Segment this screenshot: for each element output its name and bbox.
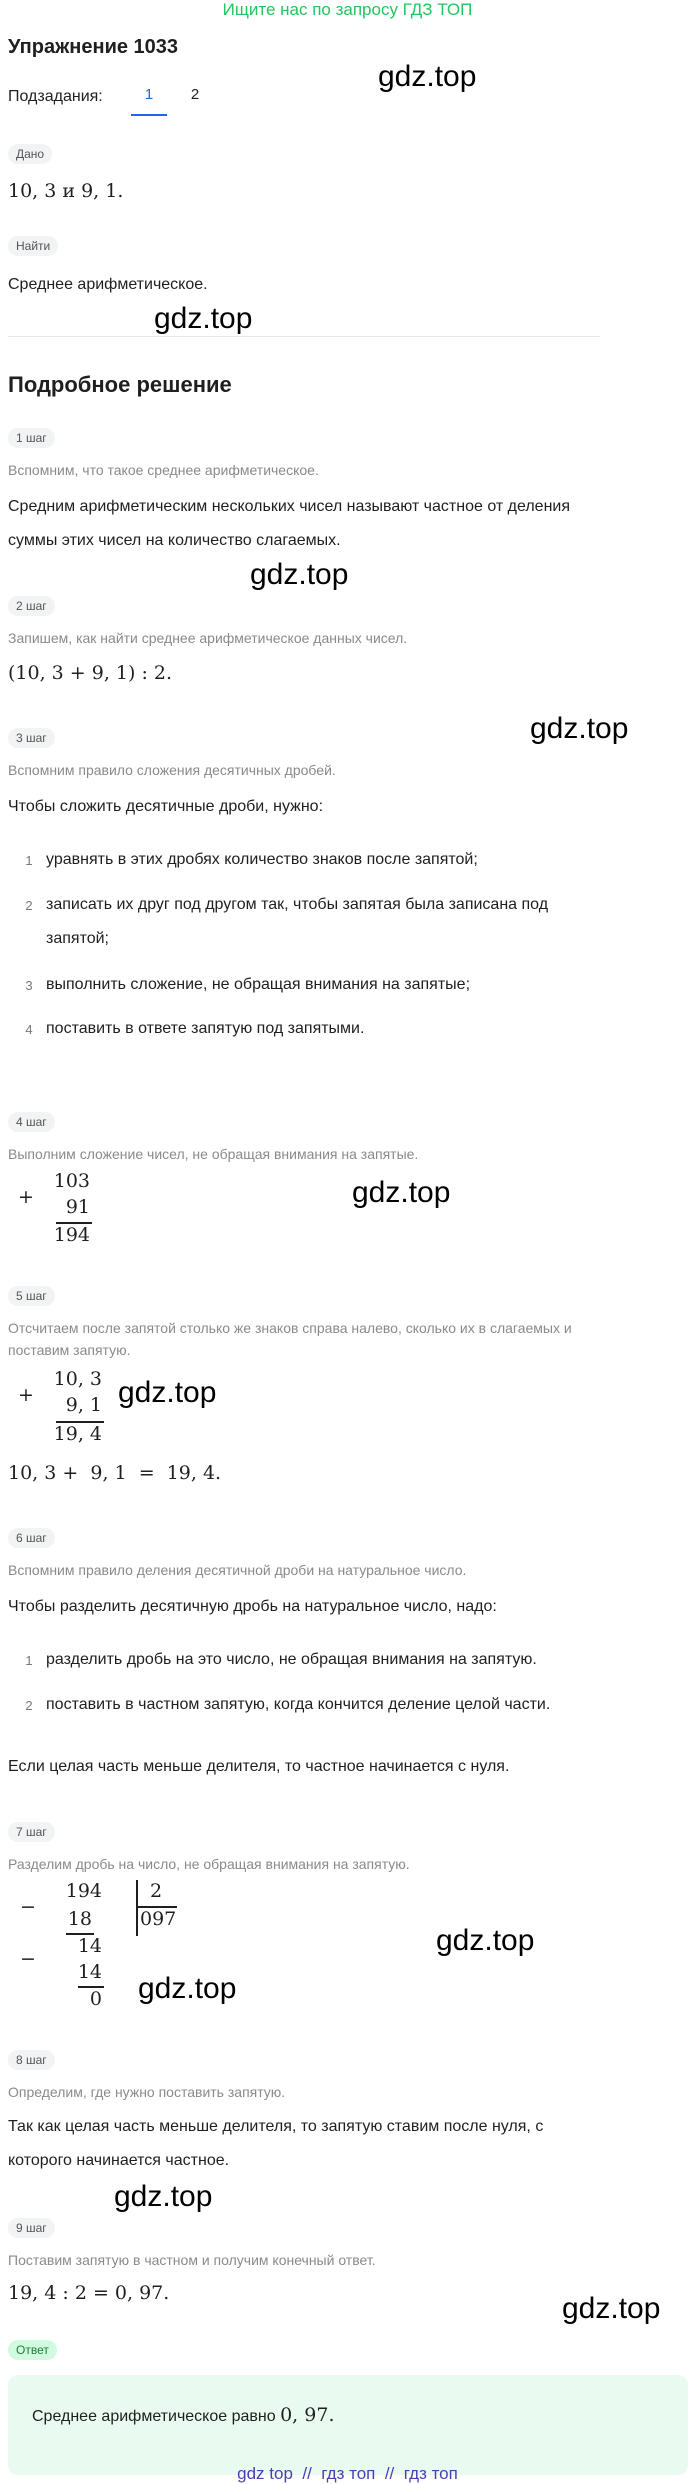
subtasks-label: Подзадания: [8,88,103,105]
watermark: gdz.top [352,1176,451,1209]
solution-title: Подробное решение [8,372,232,397]
subtask-tab-2[interactable]: 2 [190,86,200,103]
remainder-1: 14 [77,1935,102,1957]
watermark: gdz.top [436,1924,535,1957]
minus-sign: − [20,1948,36,1970]
list-number: 2 [25,898,33,913]
step-hint: Поставим запятую в частном и получим конечный ответ. [8,2252,376,2268]
search-banner: Ищите нас по запросу ГДЗ ТОП [222,0,473,19]
step-text: которого начинается частное. [8,2152,230,2169]
watermark: gdz.top [154,302,253,335]
step-hint: Вспомним правило деления десятичной дроби на натуральное число. [8,1562,467,1578]
step-chip: 9 шаг [8,2218,55,2238]
watermark: gdz.top [378,60,477,93]
answer-label: Среднее арифметическое равно [32,2408,276,2425]
footer-links[interactable]: gdz top // гдз топ // гдз топ [237,2464,458,2483]
step-chip: 5 шаг [8,1286,55,1306]
plus-sign: + [18,1384,34,1406]
list-item: поставить в частном запятую, когда кончится деление целой части. [46,1696,551,1713]
step-chip: 3 шаг [8,728,55,748]
step-hint: Отсчитаем после запятой столько же знаков справа налево, сколько их в слагаемых и [8,1320,572,1336]
list-item: выполнить сложение, не обращая внимания на запятые; [46,976,471,993]
watermark: gdz.top [114,2180,213,2213]
step-chip: 2 шаг [8,596,55,616]
find-chip: Найти [8,236,58,256]
sum-result: 19, 4 [53,1423,102,1445]
step-text: Чтобы сложить десятичные дроби, нужно: [8,798,324,815]
active-tab-indicator [131,114,167,116]
step-chip: 4 шаг [8,1112,55,1132]
step-chip: 8 шаг [8,2050,55,2070]
step-math: (10, 3 + 9, 1) : 2. [8,662,173,684]
step-math: 19, 4 : 2 = 0, 97. [8,2282,170,2304]
list-number: 2 [25,1698,33,1713]
subtrahend-1: 18 [67,1908,92,1930]
step-hint: Определим, где нужно поставить запятую. [8,2084,286,2100]
dividend: 194 [65,1880,102,1902]
step-math: 10, 3 + 9, 1 = 19, 4. [8,1462,222,1484]
step-text: суммы этих чисел на количество слагаемых. [8,532,341,549]
step-text: Средним арифметическим нескольких чисел называют частное от деления [8,498,571,515]
watermark: gdz.top [530,712,629,745]
list-number: 4 [25,1022,33,1037]
step-text: Чтобы разделить десятичную дробь на натуральное число, надо: [8,1598,497,1615]
step-chip: 7 шаг [8,1822,55,1842]
addend-2: 9, 1 [65,1394,102,1416]
step-hint: Вспомним, что такое среднее арифметическое. [8,462,319,478]
step-hint: поставим запятую. [8,1342,131,1358]
remainder-2: 0 [89,1988,102,2010]
list-item: поставить в ответе запятую под запятыми. [46,1020,365,1037]
watermark: gdz.top [562,2292,661,2325]
watermark: gdz.top [250,558,349,591]
division-bar [136,1880,138,1936]
list-item: разделить дробь на это число, не обращая внимания на запятую. [46,1651,537,1668]
list-item: записать их друг под другом так, чтобы запятая была записана под [46,896,549,913]
plus-sign: + [18,1186,34,1208]
list-item: запятой; [46,930,109,947]
subtask-tab-1[interactable]: 1 [144,86,154,103]
step-hint: Разделим дробь на число, не обращая внимания на запятую. [8,1856,410,1872]
addend-2: 91 [65,1196,90,1218]
sum-result: 194 [53,1224,90,1246]
answer-text [32,2404,334,2426]
answer-value: 0, 97. [280,2404,335,2426]
watermark: gdz.top [118,1376,217,1409]
watermark: gdz.top [138,1972,237,2005]
list-number: 1 [25,853,33,868]
quotient: 097 [140,1908,177,1930]
list-item: уравнять в этих дробях количество знаков после запятой; [46,851,478,868]
divisor: 2 [150,1880,163,1902]
answer-chip: Ответ [8,2340,57,2360]
addend-1: 103 [53,1170,90,1192]
step-text: Так как целая часть меньше делителя, то запятую ставим после нуля, с [8,2118,544,2135]
page-title: Упражнение 1033 [8,36,179,58]
step-hint: Вспомним правило сложения десятичных дробей. [8,762,336,778]
given-text: 10, 3 и 9, 1. [8,180,124,202]
minus-sign: − [20,1896,36,1918]
list-number: 1 [25,1653,33,1668]
step-text: Если целая часть меньше делителя, то частное начинается с нуля. [8,1758,510,1775]
step-hint: Запишем, как найти среднее арифметическое данных чисел. [8,630,408,646]
given-chip: Дано [8,144,52,164]
find-text: Среднее арифметическое. [8,276,208,293]
step-chip: 6 шаг [8,1528,55,1548]
list-number: 3 [25,978,33,993]
divider [8,336,600,337]
addend-1: 10, 3 [53,1368,102,1390]
subtrahend-2: 14 [77,1961,102,1983]
step-hint: Выполним сложение чисел, не обращая внимания на запятые. [8,1146,419,1162]
step-chip: 1 шаг [8,428,55,448]
